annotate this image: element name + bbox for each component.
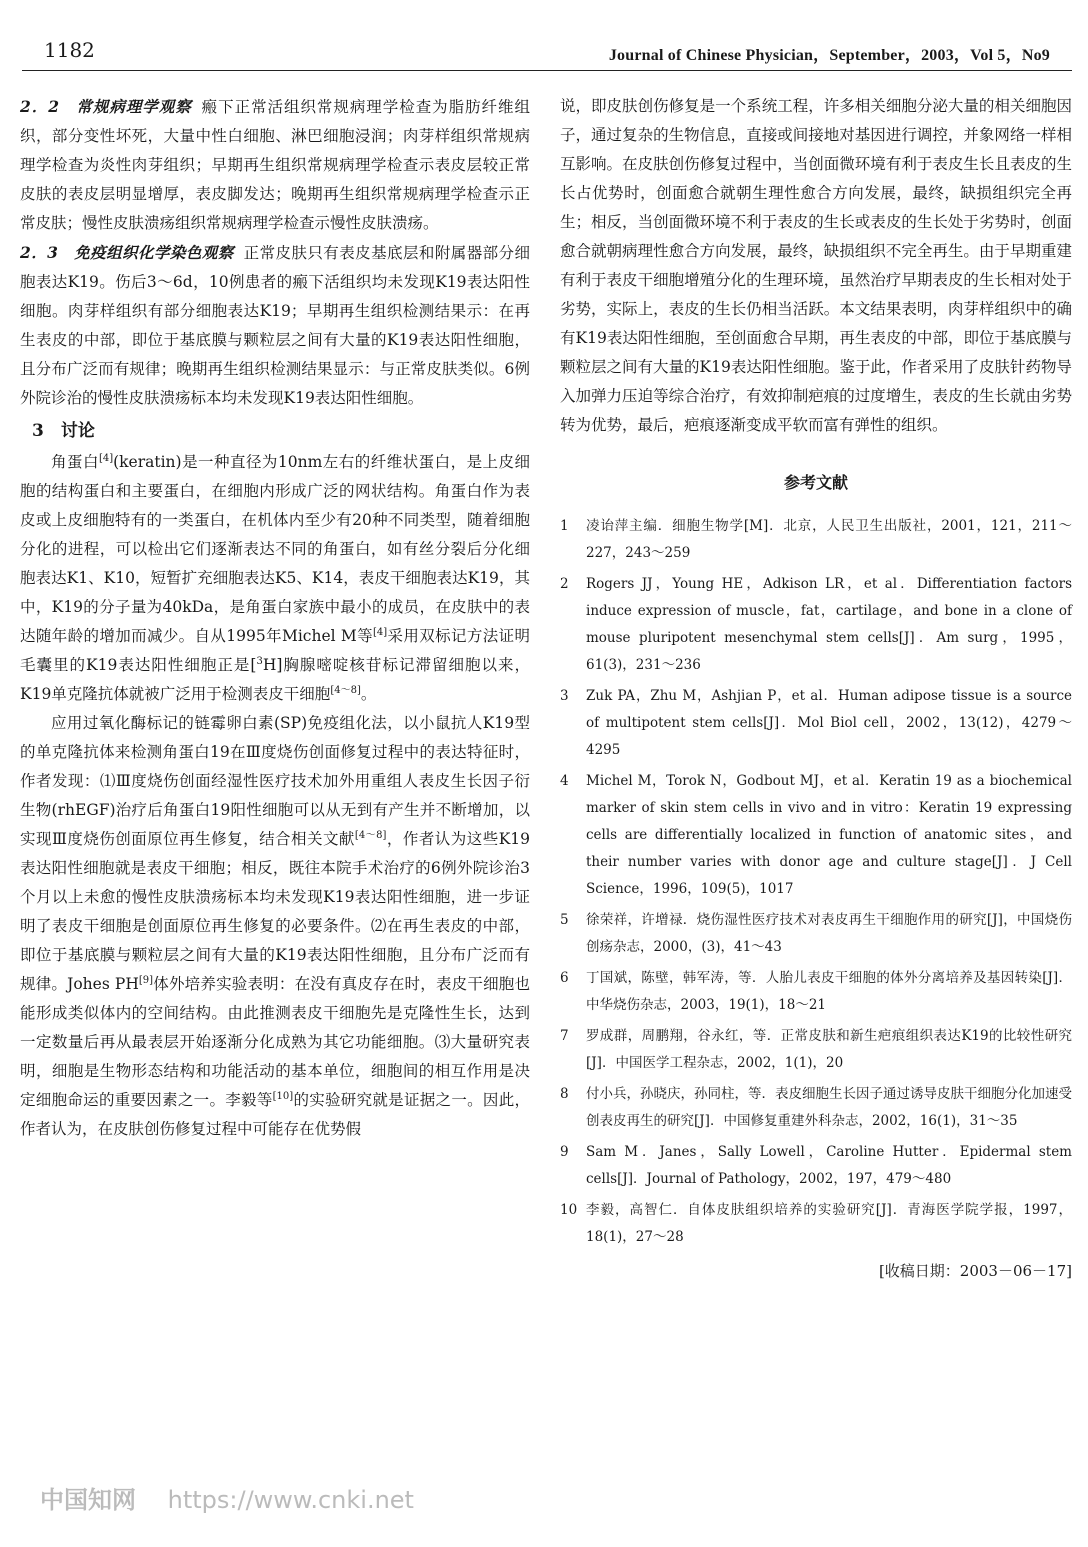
- reference-number: 7: [560, 1028, 569, 1044]
- reference-text: 罗成群，周鹏翔，谷永红，等．正常皮肤和新生疤痕组织表达K19的比较性研究[J]．中国医学工程杂志，2002，1(1)，20: [586, 1028, 1072, 1071]
- reference-text: Zuk PA，Zhu M，Ashjian P，et al．Human adipose tissue is a source of multipotent stem cells[J]．Mol Biol cell，2002，13(12)，4279～4295: [586, 688, 1072, 758]
- reference-text: Sam M．Janes，Sally Lowell，Caroline Hutter．Epidermal stem cells[J]．Journal of Pathology，2002，197，479～480: [586, 1144, 1072, 1187]
- reference-text: 凌诒萍主编．细胞生物学[M]．北京，人民卫生出版社，2001，121，211～227，243～259: [586, 518, 1072, 561]
- reference-item: [560, 768, 1072, 903]
- citation: [4～8]: [354, 829, 387, 841]
- reference-text: 丁国斌，陈壁，韩军涛，等．人胎儿表皮干细胞的体外分离培养及基因转染[J]．中华烧伤杂志，2003，19(1)，18～21: [586, 970, 1072, 1013]
- reference-item: [560, 1197, 1072, 1251]
- citation: [10]: [272, 1090, 294, 1102]
- reference-number: 10: [560, 1202, 578, 1218]
- text-run: 的实验研究就是证据之一。因此，作者认为，在皮肤创伤修复过程中可能存在优势假: [20, 1091, 530, 1138]
- reference-number: 8: [560, 1086, 569, 1102]
- reference-list: [560, 513, 1072, 1251]
- reference-item: [560, 513, 1072, 567]
- cnki-url: https://www.cnki.net: [167, 1486, 414, 1514]
- citation: [9]: [138, 974, 154, 986]
- discussion-paragraph-1: [20, 448, 530, 709]
- reference-item: [560, 1081, 1072, 1135]
- reference-text: 徐荣祥，许增禄．烧伤湿性医疗技术对表皮再生干细胞作用的研究[J]，中国烧伤创疡杂志，2000，(3)，41～43: [586, 912, 1072, 955]
- section-2-3-title: 2．3 免疫组织化学染色观察: [20, 243, 234, 262]
- citation: [4～8]: [330, 684, 361, 696]
- text-run: ，作者认为这些K19表达阳性细胞就是表皮干细胞；相反，既往本院手术治疗的6例外院诊治3个月以上未愈的慢性皮肤溃疡标本均未发现K19表达阳性细胞，进一步证明了表皮干细胞是创面原位再生修复的必要条件。⑵在再生表皮的中部，即位于基底膜与颗粒层之间有大量的K19表达阳性细胞，且分布广泛而有规律。Johes PH: [20, 830, 531, 993]
- journal-citation: Journal of Chinese Physician，September，2003，Vol 5，No9: [608, 47, 1050, 64]
- reference-text: 李毅，高智仁．自体皮肤组织培养的实验研究[J]．青海医学院学报，1997，18(1)，27～28: [586, 1202, 1072, 1245]
- reference-text: 付小兵，孙晓庆，孙同柱，等．表皮细胞生长因子通过诱导皮肤干细胞分化加速受创表皮再生的研究[J]．中国修复重建外科杂志，2002，16(1)，31～35: [586, 1086, 1072, 1129]
- received-date: [收稿日期：2003－06－17]: [878, 1262, 1072, 1280]
- reference-number: 2: [560, 576, 569, 592]
- section-2-2-title: 2．2 常规病理学观察: [20, 97, 192, 116]
- reference-number: 1: [560, 518, 569, 534]
- reference-item: [560, 1023, 1072, 1077]
- text-run: 。: [360, 685, 377, 703]
- left-column: [20, 92, 530, 1144]
- citation: [4]: [98, 452, 114, 464]
- reference-text: Rogers JJ，Young HE，Adkison LR，et al．Differentiation factors induce expression of muscle，fat，cartilage，and bone in a clone of mouse pluripotent mesenchymal stem cells[J]．Am surg，1995，61(3)，231～236: [586, 576, 1072, 673]
- text-run: (keratin)是一种直径为10nm左右的纤维状蛋白，是上皮细胞的结构蛋白和主要蛋白，在细胞内形成广泛的网状结构。角蛋白作为表皮或上皮细胞特有的一类蛋白，在机体内至少有20种不同类型，随着细胞分化的进程，可以检出它们逐渐表达不同的角蛋白，如有丝分裂后分化细胞表达K1、K10，短暂扩充细胞表达K5、K14，表皮干细胞表达K19，其中，K19的分子量为40kDa，是角蛋白家族中最小的成员，在皮肤中的表达随年龄的增加而减少。自从1995年Michel M等: [20, 453, 530, 645]
- reference-text: Michel M，Torok N，Godbout MJ，et al．Keratin 19 as a biochemical marker of skin stem cells in vivo and in vitro：Keratin 19 expressing cells are differentially localized in function of anatomic sites，and their number varies with donor age and culture stage[J]．J Cell Science，1996，109(5)，1017: [586, 773, 1072, 897]
- section-3-title: 3 讨论: [32, 421, 95, 441]
- watermark-footer: [40, 1480, 414, 1515]
- text-run: 角蛋白: [51, 453, 99, 471]
- reference-number: 4: [560, 773, 569, 789]
- page-number: 1182: [44, 38, 95, 62]
- reference-item: [560, 571, 1072, 679]
- text-run: 体外培养实验表明：在没有真皮存在时，表皮干细胞也能形成类似体内的空间结构。由此推测表皮干细胞先是克隆性生长，达到一定数量后再从最表层开始逐渐分化成熟为其它功能细胞。⑶大量研究表明，细胞是生物形态结构和功能活动的基本单位，细胞间的相互作用是决定细胞命运的重要因素之一。李毅等: [20, 975, 530, 1109]
- citation: [4]: [373, 626, 388, 638]
- cnki-logo: 中国知网: [40, 1486, 136, 1514]
- reference-number: 5: [560, 912, 569, 928]
- superscript: 3: [256, 655, 263, 667]
- reference-item: [560, 965, 1072, 1019]
- references-title: 参考文献: [783, 473, 848, 492]
- reference-item: [560, 907, 1072, 961]
- text-run: H]胸腺嘧啶核苷标记滞留细胞以来，K19单克隆抗体就被广泛用于检测表皮干细胞: [20, 656, 530, 703]
- running-header: [22, 36, 1072, 71]
- reference-number: 6: [560, 970, 569, 986]
- text-run: 采用双标记方法证明毛囊里的K19表达阳性细胞正是[: [20, 627, 530, 674]
- discussion-paragraph-2: [20, 709, 530, 1144]
- reference-number: 3: [560, 688, 569, 704]
- reference-number: 9: [560, 1144, 569, 1160]
- section-2-3: [20, 238, 530, 413]
- section-2-2-text: 瘢下正常活组织常规病理学检查为脂肪纤维组织，部分变性坏死，大量中性白细胞、淋巴细胞浸润；肉芽样组织常规病理学检查为炎性肉芽组织；早期再生组织常规病理学检查示表皮层较正常皮肤的表皮层明显增厚，表皮脚发达；晚期再生组织常规病理学检查示正常皮肤；慢性皮肤溃疡组织常规病理学检查示慢性皮肤溃疡。: [20, 98, 530, 232]
- right-column: [560, 92, 1072, 1286]
- text-run: 应用过氧化酶标记的链霉卵白素(SP)免疫组化法，以小鼠抗人K19型的单克隆抗体来检测角蛋白19在Ⅲ度烧伤创面修复过程中的表达特征时，作者发现：⑴Ⅲ度烧伤创面经湿性医疗技术加外用重组人表皮生长因子衍生物(rhEGF)治疗后角蛋白19阳性细胞可以从无到有产生并不断增加，以实现Ⅲ度烧伤创面原位再生修复，结合相关文献: [20, 714, 530, 848]
- section-2-3-text: 正常皮肤只有表皮基底层和附属器部分细胞表达K19。伤后3～6d，10例患者的瘢下活组织均未发现K19表达阳性细胞。肉芽样组织有部分细胞表达K19；早期再生组织检测结果示：在再生表皮的中部，即位于基底膜与颗粒层之间有大量的K19表达阳性细胞，且分布广泛而有规律；晚期再生组织检测结果显示：与正常皮肤类似。6例外院诊治的慢性皮肤溃疡标本均未发现K19表达阳性细胞。: [20, 244, 530, 407]
- reference-item: [560, 683, 1072, 764]
- discussion-continuation: 说，即皮肤创伤修复是一个系统工程，许多相关细胞分泌大量的相关细胞因子，通过复杂的生物信息，直接或间接地对基因进行调控，并象网络一样相互影响。在皮肤创伤修复过程中，当创面微环境有利于表皮生长且表皮的生长占优势时，创面愈合就朝生理性愈合方向发展，最终，缺损组织完全再生；相反，当创面微环境不利于表皮的生长或表皮的生长处于劣势时，创面愈合就朝病理性愈合方向发展，最终，缺损组织不完全再生。由于早期重建有利于表皮干细胞增殖分化的生理环境，虽然治疗早期表皮的生长相对处于劣势，实际上，表皮的生长仍相当活跃。本文结果表明，肉芽样组织中的确有K19表达阳性细胞，至创面愈合早期，再生表皮的中部，即位于基底膜与颗粒层之间有大量的K19表达阳性细胞。鉴于此，作者采用了皮肤针药物导入加弹力压迫等综合治疗，有效抑制疤痕的过度增生，表皮的生长就由劣势转为优势，最后，疤痕逐渐变成平软而富有弹性的组织。: [560, 97, 1072, 434]
- reference-item: [560, 1139, 1072, 1193]
- section-2-2: [20, 92, 530, 238]
